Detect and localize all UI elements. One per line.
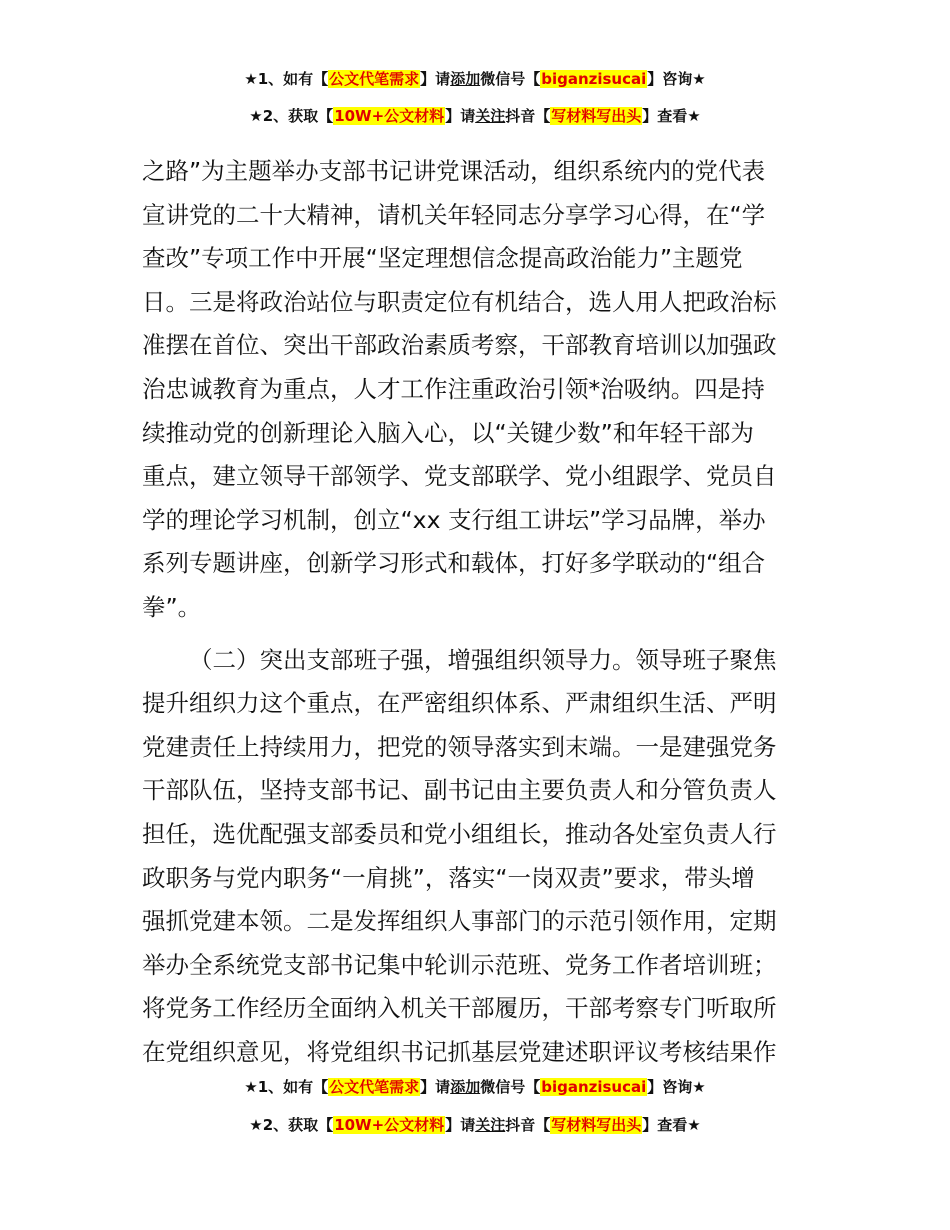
banner-text: 抖音【 <box>505 1116 551 1134</box>
banner-highlight: 公文代笔需求 <box>329 70 420 88</box>
banner-highlight: 公文代笔需求 <box>329 1078 420 1096</box>
banner-highlight: 10W+公文材料 <box>334 1116 445 1134</box>
text-line: 宣讲党的二十大精神，请机关年轻同志分享学习心得，在“学 <box>142 200 766 229</box>
text-line: 强抓党建本领。二是发挥组织人事部门的示范引领作用，定期 <box>142 907 777 936</box>
banner-prefix: ★1、如有【 <box>244 70 329 88</box>
text-line: 举办全系统党支部书记集中轮训示范班、党务工作者培训班； <box>142 950 777 979</box>
text-line: 学的理论学习机制，创立“xx 支行组工讲坛”学习品牌，举办 <box>142 505 766 534</box>
paragraph-2 <box>142 639 822 1075</box>
banner-text: 】请 <box>420 1078 451 1096</box>
banner-text: 】请 <box>445 107 476 125</box>
text-line: 党建责任上持续用力，把党的领导落实到末端。一是建强党务 <box>142 732 777 761</box>
text-line: 查改”专项工作中开展“坚定理想信念提高政治能力”主题党 <box>142 244 743 273</box>
banner-highlight: 写材料写出头 <box>551 1116 642 1134</box>
text-line: 之路”为主题举办支部书记讲党课活动，组织系统内的党代表 <box>142 157 766 185</box>
banner-highlight: biganzisucai <box>541 70 647 88</box>
text-line: 系列专题讲座，创新学习形式和载体，打好多学联动的“组合 <box>142 549 766 578</box>
text-line: 提升组织力这个重点，在严密组织体系、严肃组织生活、严明 <box>142 689 777 718</box>
banner-underlined-text: 关注 <box>475 107 506 125</box>
banner-underlined-text: 添加 <box>450 1078 481 1096</box>
banner-text: 微信号【 <box>480 1078 541 1096</box>
text-line: 续推动党的创新理论入脑入心，以“关键少数”和年轻干部为 <box>142 418 754 447</box>
footer-banner-line-2 <box>0 1114 950 1136</box>
text-line: 日。三是将政治站位与职责定位有机结合，选人用人把政治标 <box>142 287 777 316</box>
text-line: 将党务工作经历全面纳入机关干部履历，干部考察专门听取所 <box>142 994 777 1023</box>
text-line: 准摆在首位、突出干部政治素质考察，干部教育培训以加强政 <box>142 331 777 360</box>
banner-prefix: ★1、如有【 <box>244 1078 329 1096</box>
header-banner-line-1 <box>0 68 950 90</box>
text-line: 政职务与党内职务“一肩挑”，落实“一岗双责”要求，带头增 <box>142 863 755 892</box>
banner-text: 抖音【 <box>505 107 551 125</box>
banner-prefix: ★2、获取【 <box>249 1116 334 1134</box>
banner-suffix: 】咨询★ <box>647 70 706 88</box>
banner-suffix: 】查看★ <box>642 1116 701 1134</box>
banner-highlight: biganzisucai <box>541 1078 647 1096</box>
banner-highlight: 10W+公文材料 <box>334 107 445 125</box>
text-line: 担任，选优配强支部委员和党小组组长，推动各处室负责人行 <box>142 819 777 848</box>
text-line: 治忠诚教育为重点，人才工作注重政治引领*治吸纳。四是持 <box>142 374 765 403</box>
header-banner-line-2 <box>0 105 950 127</box>
banner-text: 】请 <box>445 1116 476 1134</box>
banner-suffix: 】查看★ <box>642 107 701 125</box>
text-line: 重点，建立领导干部领学、党支部联学、党小组跟学、党员自 <box>142 462 777 491</box>
paragraph-1 <box>142 150 822 630</box>
banner-prefix: ★2、获取【 <box>249 107 334 125</box>
text-line: 在党组织意见，将党组织书记抓基层党建述职评议考核结果作 <box>142 1037 777 1066</box>
footer-banner-line-1 <box>0 1076 950 1098</box>
banner-underlined-text: 关注 <box>475 1116 506 1134</box>
banner-suffix: 】咨询★ <box>647 1078 706 1096</box>
text-line: 干部队伍，坚持支部书记、副书记由主要负责人和分管负责人 <box>142 776 777 805</box>
text-line: （二）突出支部班子强，增强组织领导力。领导班子聚焦 <box>189 645 777 674</box>
document-body <box>142 150 822 1074</box>
text-line: 拳”。 <box>142 592 202 621</box>
banner-highlight: 写材料写出头 <box>551 107 642 125</box>
banner-underlined-text: 添加 <box>450 70 481 88</box>
banner-text: 微信号【 <box>480 70 541 88</box>
banner-text: 】请 <box>420 70 451 88</box>
